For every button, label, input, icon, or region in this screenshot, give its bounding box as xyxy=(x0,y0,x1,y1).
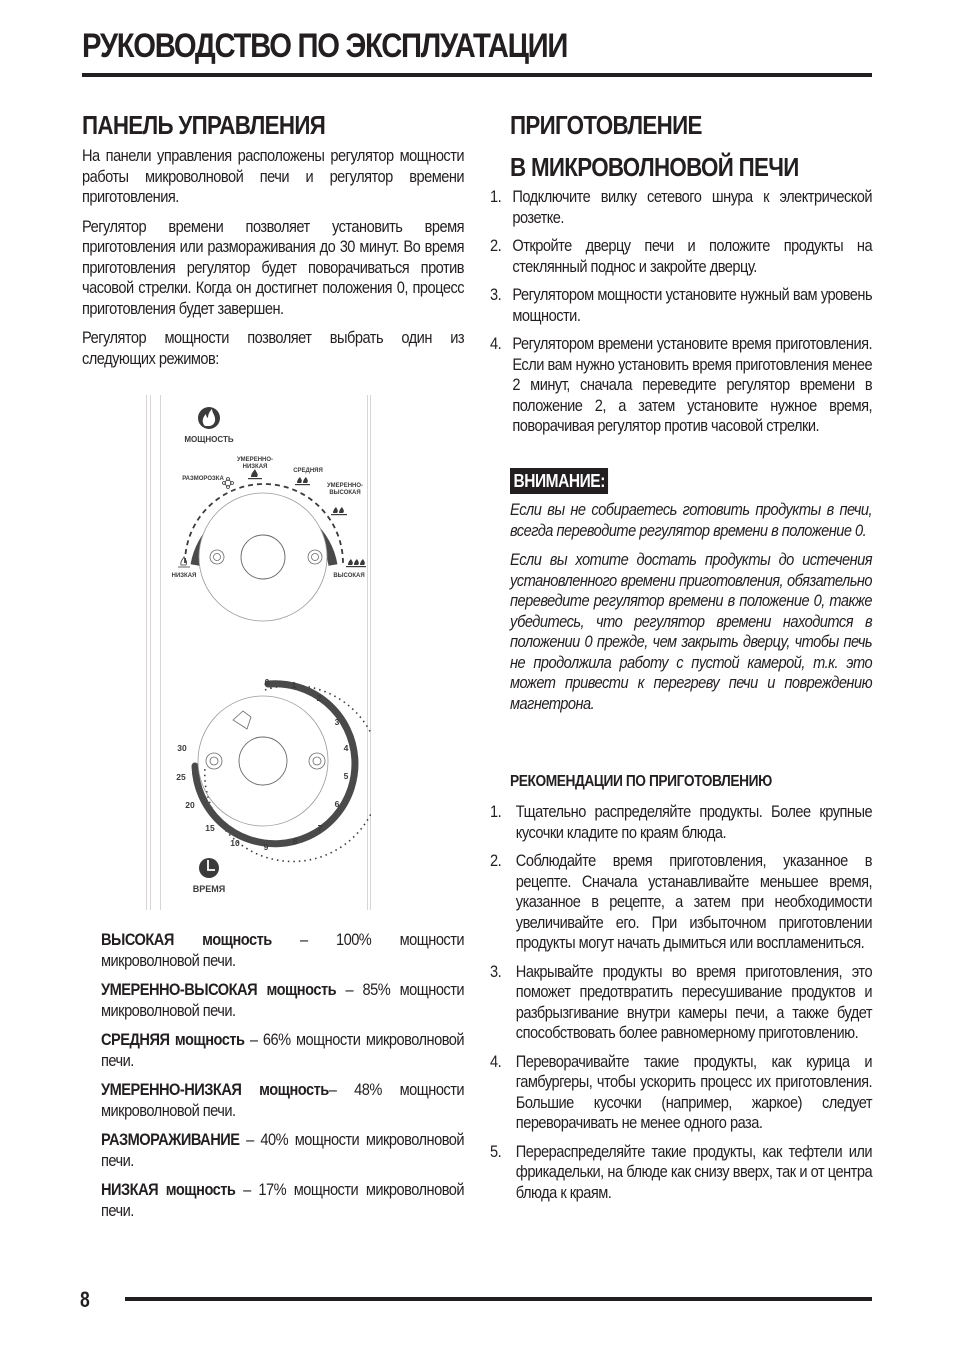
time-clock-icon xyxy=(199,858,219,878)
svg-text:7: 7 xyxy=(317,823,323,833)
header-rule xyxy=(82,73,872,77)
left-column xyxy=(82,104,464,146)
low-power-icon xyxy=(178,557,190,567)
mode-high: ВЫСОКАЯ мощность – 100% мощности микроволновой печи. xyxy=(101,930,465,970)
power-label: МОЩНОСТЬ xyxy=(184,435,234,444)
footer-rule xyxy=(125,1297,872,1301)
svg-text:8: 8 xyxy=(292,836,298,846)
svg-text:3: 3 xyxy=(334,717,340,727)
mode-medium: СРЕДНЯЯ мощность – 66% мощности микроволновой печи. xyxy=(101,1030,465,1070)
recommendations-list xyxy=(490,802,872,1211)
warning-paragraph: Если вы хотите достать продукты до истечения установленного времени приготовления, обязательно переведите регулятор времени в положение 0, также убедитесь, что регулятор времени находится в положении 0 прежде, чем закрыть дверцу, чтобы печь не продолжила работу с пустой камерой, т.к. это может привести к перегреву печи и повреждению магнетрона. xyxy=(510,550,873,713)
mode-medium-high: УМЕРЕННО-ВЫСОКАЯ мощность – 85% мощности микроволновой печи. xyxy=(101,980,465,1020)
warning-badge: ВНИМАНИЕ: xyxy=(510,468,608,494)
svg-text:30: 30 xyxy=(177,743,187,753)
step-item: 3. Регулятором мощности установите нужный вам уровень мощности. xyxy=(490,285,873,325)
section-heading-microwave-cooking-2: В МИКРОВОЛНОВОЙ ПЕЧИ xyxy=(510,152,799,182)
svg-text:4: 4 xyxy=(343,743,349,753)
medium-high-power-icon xyxy=(331,507,347,515)
svg-text:9: 9 xyxy=(263,842,269,852)
recommendations-heading-wrap xyxy=(510,773,872,791)
mode-defrost: РАЗМОРАЖИВАНИЕ – 40% мощности микроволновой печи. xyxy=(101,1130,465,1170)
svg-text:НИЗКАЯ: НИЗКАЯ xyxy=(171,573,197,579)
paragraph: Регулятор времени позволяет установить время приготовления или размораживания до 30 минут. Во время приготовления регулятор будет поворачиваться против часовой стрелки. Когда он достигнет положения 0, процесс приготовления будет завершен. xyxy=(82,216,465,318)
recommendation-item: 5. Перераспределяйте такие продукты, как тефтели или фрикадельки, на блюде как снизу вверх, так и от центра блюда к краям. xyxy=(490,1141,873,1202)
svg-text:0: 0 xyxy=(264,677,270,687)
recommendation-item: 1. Тщательно распределяйте продукты. Более крупные кусочки кладите по краям блюда. xyxy=(490,802,873,842)
step-item: 4. Регулятором времени установите время приготовления. Если вам нужно установить время приготовления менее 2 минут, сначала переведите регулятор времени в положение 2, а затем установите нужное время, поворачивая регулятор против часовой стрелки. xyxy=(490,334,873,435)
section-heading-control-panel: ПАНЕЛЬ УПРАВЛЕНИЯ xyxy=(82,110,326,140)
svg-text:20: 20 xyxy=(185,800,195,810)
warning-block xyxy=(510,468,872,714)
time-label: ВРЕМЯ xyxy=(192,884,226,894)
step-item: 1. Подключите вилку сетевого шнура к электрической розетке. xyxy=(490,187,873,227)
svg-text:РАЗМОРОЗКА: РАЗМОРОЗКА xyxy=(182,476,224,482)
svg-text:2: 2 xyxy=(316,693,322,703)
svg-text:УМЕРЕННО-: УМЕРЕННО- xyxy=(326,483,364,489)
high-power-icon xyxy=(346,559,366,567)
svg-text:5: 5 xyxy=(343,771,349,781)
defrost-snowflake-icon xyxy=(223,478,234,489)
paragraph: На панели управления расположены регулятор мощности работы микроволновой печи и регулятор времени приготовления. xyxy=(82,146,465,206)
svg-text:6: 6 xyxy=(334,799,340,809)
step-item: 2. Откройте дверцу печи и положите продукты на стеклянный поднос и закройте дверцу. xyxy=(490,236,873,276)
svg-text:СРЕДНЯЯ: СРЕДНЯЯ xyxy=(293,468,323,474)
control-panel-illustration xyxy=(145,395,371,910)
recommendations-heading: РЕКОМЕНДАЦИИ ПО ПРИГОТОВЛЕНИЮ xyxy=(510,773,772,790)
svg-text:УМЕРЕННО-: УМЕРЕННО- xyxy=(236,457,274,463)
section-heading-microwave-cooking-1: ПРИГОТОВЛЕНИЕ xyxy=(510,110,702,140)
recommendation-item: 3. Накрывайте продукты во время приготовления, это поможет предотвратить пересушивание продуктов и разбрызгивание внутри камеры печи, а также будет способствовать более равномерному приготовлению. xyxy=(490,961,873,1042)
cooking-steps xyxy=(490,187,872,445)
svg-text:ВЫСОКАЯ: ВЫСОКАЯ xyxy=(329,490,361,496)
page-title: РУКОВОДСТВО ПО ЭКСПЛУАТАЦИИ xyxy=(82,27,568,65)
recommendation-item: 2. Соблюдайте время приготовления, указанное в рецепте. Сначала устанавливайте меньшее время, указанное в рецепте, а затем при необходимости увеличивайте его. При избыточном приготовлении продукты могут начать дымиться или воспламениться. xyxy=(490,851,873,952)
power-modes-list xyxy=(101,930,464,1230)
control-panel-intro xyxy=(82,146,464,369)
paragraph: Регулятор мощности позволяет выбрать один из следующих режимов: xyxy=(82,328,465,368)
medium-power-icon xyxy=(295,477,310,485)
page-number: 8 xyxy=(80,1287,90,1312)
svg-text:15: 15 xyxy=(205,823,215,833)
svg-text:ВЫСОКАЯ: ВЫСОКАЯ xyxy=(333,573,365,579)
svg-text:25: 25 xyxy=(176,772,186,782)
svg-text:1: 1 xyxy=(291,680,297,690)
mode-low: НИЗКАЯ мощность – 17% мощности микроволновой печи. xyxy=(101,1180,465,1220)
svg-text:НИЗКАЯ: НИЗКАЯ xyxy=(242,464,268,470)
svg-text:10: 10 xyxy=(230,838,240,848)
right-column-heading xyxy=(510,104,892,188)
recommendation-item: 4. Переворачивайте такие продукты, как курица и гамбургеры, чтобы ускорить процесс их приготовления. Большие кусочки (например, жаркое) следует переворачивать не менее одного раза. xyxy=(490,1051,873,1132)
mode-medium-low: УМЕРЕННО-НИЗКАЯ мощность– 48% мощности микроволновой печи. xyxy=(101,1080,465,1120)
warning-paragraph: Если вы не собираетесь готовить продукты в печи, всегда переводите регулятор времени в положение 0. xyxy=(510,500,873,540)
power-flame-icon xyxy=(198,407,220,429)
medium-low-power-icon xyxy=(248,469,262,479)
